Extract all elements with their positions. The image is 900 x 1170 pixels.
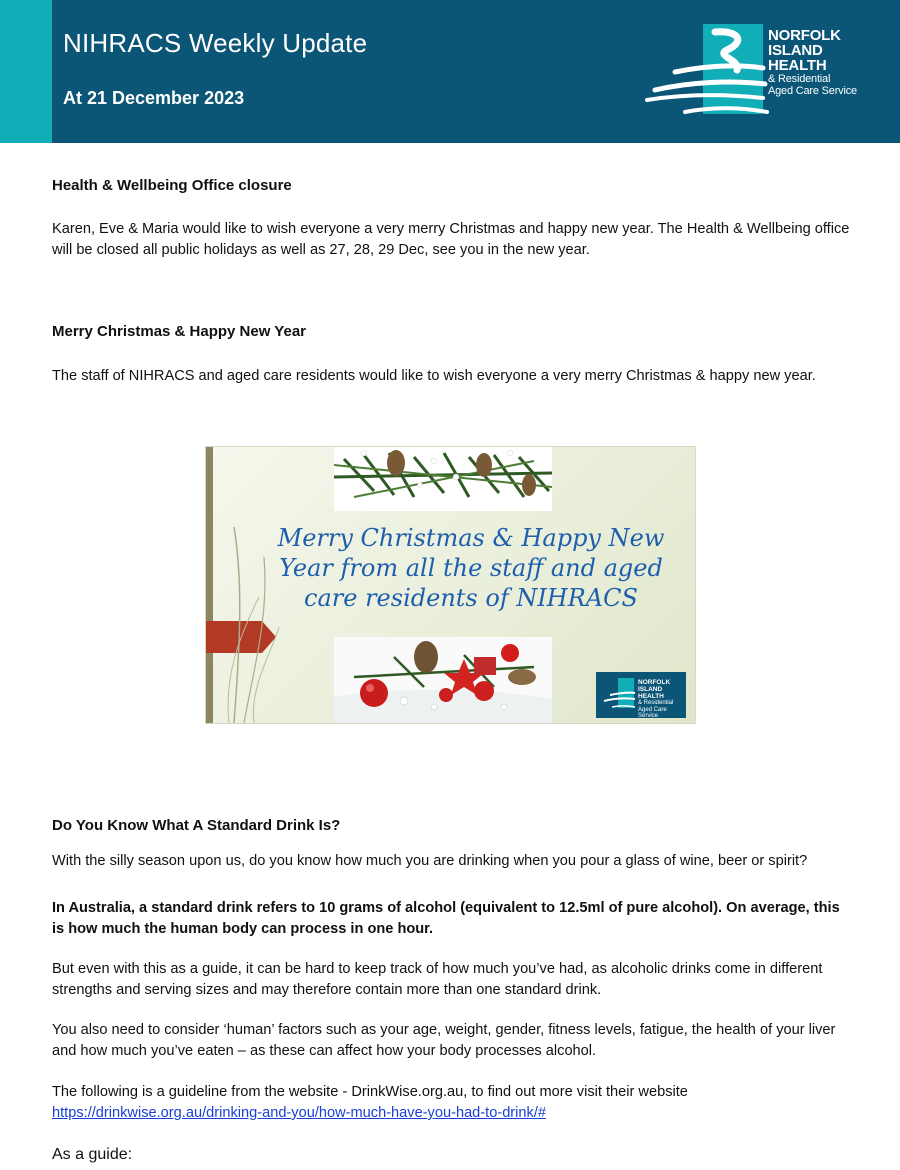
christmas-card-image [205, 446, 696, 724]
christmas-body: The staff of NIHRACS and aged care residents would like to wish everyone a very merry Christmas & happy new year. [52, 368, 816, 384]
card-left-bar [206, 447, 213, 723]
drink-paragraph-5: The following is a guideline from the website - DrinkWise.org.au, to find out more visit their website [52, 1084, 688, 1100]
ornaments-icon [334, 637, 552, 723]
drink-paragraph-2: In Australia, a standard drink refers to 10 grams of alcohol (equivalent to 12.5ml of pure alcohol). On average, this is how much the human body can process in one hour. [52, 900, 840, 937]
drink-paragraph-3: But even with this as a guide, it can be hard to keep track of how much you’ve had, as alcoholic drinks come in different strengths and serving sizes and may therefore contain more than one standard drink. [52, 961, 823, 998]
logo-line-2: ISLAND [768, 42, 823, 59]
banner-accent-stripe [0, 0, 52, 143]
drink-paragraph-4: You also need to consider ‘human’ factors such as your age, weight, gender, fitness levels, fatigue, the health of your liver and how much you’ve eaten – as these can affect how your body processes alcohol. [52, 1022, 836, 1059]
newsletter-date: At 21 December 2023 [63, 88, 245, 108]
closure-body: Karen, Eve & Maria would like to wish everyone a very merry Christmas and happy new year. The Health & Wellbeing office will be closed all public holidays as well as 27, 28, 29 Dec, see you in the new year. [52, 221, 850, 258]
logo-line-1: NORFOLK [768, 27, 841, 44]
card-logo-wordmark [638, 680, 686, 719]
drink-heading: Do You Know What A Standard Drink Is? [52, 817, 341, 834]
card-logo [596, 672, 686, 718]
logo-wordmark [768, 28, 857, 97]
logo-mark-icon [645, 20, 770, 125]
christmas-heading: Merry Christmas & Happy New Year [52, 323, 306, 340]
logo-line-3: HEALTH [768, 57, 827, 74]
card-logo-line-1: NORFOLK [638, 679, 671, 686]
header-banner [0, 0, 900, 143]
nihracs-logo [645, 20, 875, 125]
drink-paragraph-1: With the silly season upon us, do you know how much you are drinking when you pour a glass of wine, beer or spirit? [52, 853, 808, 869]
card-logo-mark-icon [602, 677, 636, 713]
card-logo-line-4: & Residential [638, 700, 674, 707]
card-logo-line-2: ISLAND [638, 685, 663, 693]
card-grass-decoration-icon [214, 507, 284, 723]
logo-line-5: Aged Care Service [768, 85, 857, 97]
pine-branches-icon [334, 447, 552, 511]
newsletter-title: NIHRACS Weekly Update [63, 28, 368, 58]
drinkwise-link[interactable]: https://drinkwise.org.au/drinking-and-you/how-much-have-you-had-to-drink/# [52, 1105, 546, 1121]
card-logo-line-5: Aged Care Service [638, 706, 667, 720]
as-a-guide-text: As a guide: [52, 1146, 133, 1163]
card-logo-line-3: HEALTH [638, 692, 664, 700]
closure-heading: Health & Wellbeing Office closure [52, 177, 292, 194]
logo-line-4: & Residential [768, 73, 831, 85]
card-message: Merry Christmas & Happy New Year from all the staff and aged care residents of NIHRACS [277, 524, 665, 612]
